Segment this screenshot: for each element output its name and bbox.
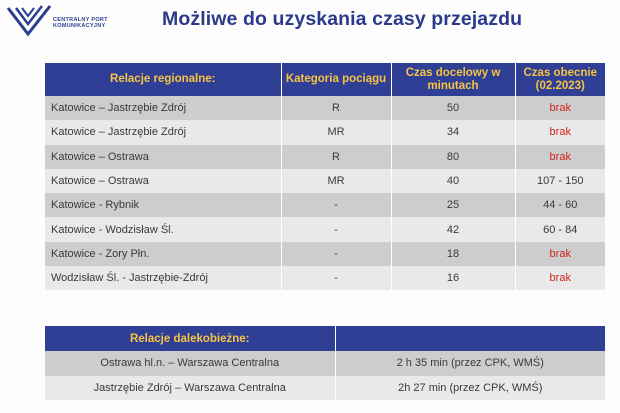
category-cell: - — [281, 266, 391, 290]
category-cell: - — [281, 193, 391, 217]
long-distance-body — [45, 351, 605, 400]
table-row — [45, 351, 605, 376]
header-long-distance: Relacje dalekobieżne: — [45, 326, 335, 351]
cpk-logo-icon — [6, 4, 54, 38]
header-relation: Relacje regionalne: — [45, 63, 281, 96]
relation-cell: Katowice - Zory Płn. — [45, 242, 281, 266]
target-time-cell: 25 — [391, 193, 515, 217]
current-time-cell: brak — [515, 266, 605, 290]
header-target-time: Czas docelowy w minutach — [391, 63, 515, 96]
relation-cell: Katowice - Rybnik — [45, 193, 281, 217]
current-time-cell: brak — [515, 145, 605, 169]
relation-cell: Katowice - Wodzisław Śl. — [45, 217, 281, 241]
table-row — [45, 376, 605, 401]
category-cell: MR — [281, 120, 391, 144]
cpk-logo — [6, 4, 126, 38]
current-time-cell: 60 - 84 — [515, 217, 605, 241]
table-row — [45, 242, 605, 266]
target-time-cell: 18 — [391, 242, 515, 266]
relation-cell: Katowice – Jastrzębie Zdrój — [45, 96, 281, 120]
relation-cell: Katowice – Ostrawa — [45, 169, 281, 193]
target-time-cell: 40 — [391, 169, 515, 193]
table-row — [45, 145, 605, 169]
table-row — [45, 266, 605, 290]
logo-line-2: KOMUNIKACYJNY — [53, 23, 106, 29]
page-title: Możliwe do uzyskania czasy przejazdu — [162, 8, 523, 30]
relation-cell: Katowice – Jastrzębie Zdrój — [45, 120, 281, 144]
category-cell: R — [281, 96, 391, 120]
logo-text — [53, 17, 108, 29]
logo-line-1: CENTRALNY PORT — [53, 17, 108, 23]
long-distance-table — [45, 326, 605, 400]
category-cell: MR — [281, 169, 391, 193]
travel-time-cell: 2h 27 min (przez CPK, WMŚ) — [335, 376, 605, 401]
long-distance-header-row — [45, 326, 605, 351]
table-row — [45, 193, 605, 217]
table-row — [45, 96, 605, 120]
target-time-cell: 34 — [391, 120, 515, 144]
header-current-time: Czas obecnie (02.2023) — [515, 63, 605, 96]
regional-header-row — [45, 63, 605, 96]
target-time-cell: 16 — [391, 266, 515, 290]
category-cell: - — [281, 242, 391, 266]
table-row — [45, 217, 605, 241]
relation-cell: Jastrzębie Zdrój – Warszawa Centralna — [45, 376, 335, 401]
table-row — [45, 169, 605, 193]
header-category: Kategoria pociągu — [281, 63, 391, 96]
current-time-cell: brak — [515, 96, 605, 120]
regional-table — [45, 63, 605, 290]
current-time-cell: 107 - 150 — [515, 169, 605, 193]
relation-cell: Wodzisław Śl. - Jastrzębie-Zdrój — [45, 266, 281, 290]
relation-cell: Katowice – Ostrawa — [45, 145, 281, 169]
target-time-cell: 42 — [391, 217, 515, 241]
target-time-cell: 80 — [391, 145, 515, 169]
category-cell: R — [281, 145, 391, 169]
travel-time-cell: 2 h 35 min (przez CPK, WMŚ) — [335, 351, 605, 376]
relation-cell: Ostrawa hl.n. – Warszawa Centralna — [45, 351, 335, 376]
current-time-cell: 44 - 60 — [515, 193, 605, 217]
category-cell: - — [281, 217, 391, 241]
table-row — [45, 120, 605, 144]
current-time-cell: brak — [515, 242, 605, 266]
header-long-distance-time — [335, 326, 605, 351]
regional-body — [45, 96, 605, 290]
current-time-cell: brak — [515, 120, 605, 144]
target-time-cell: 50 — [391, 96, 515, 120]
